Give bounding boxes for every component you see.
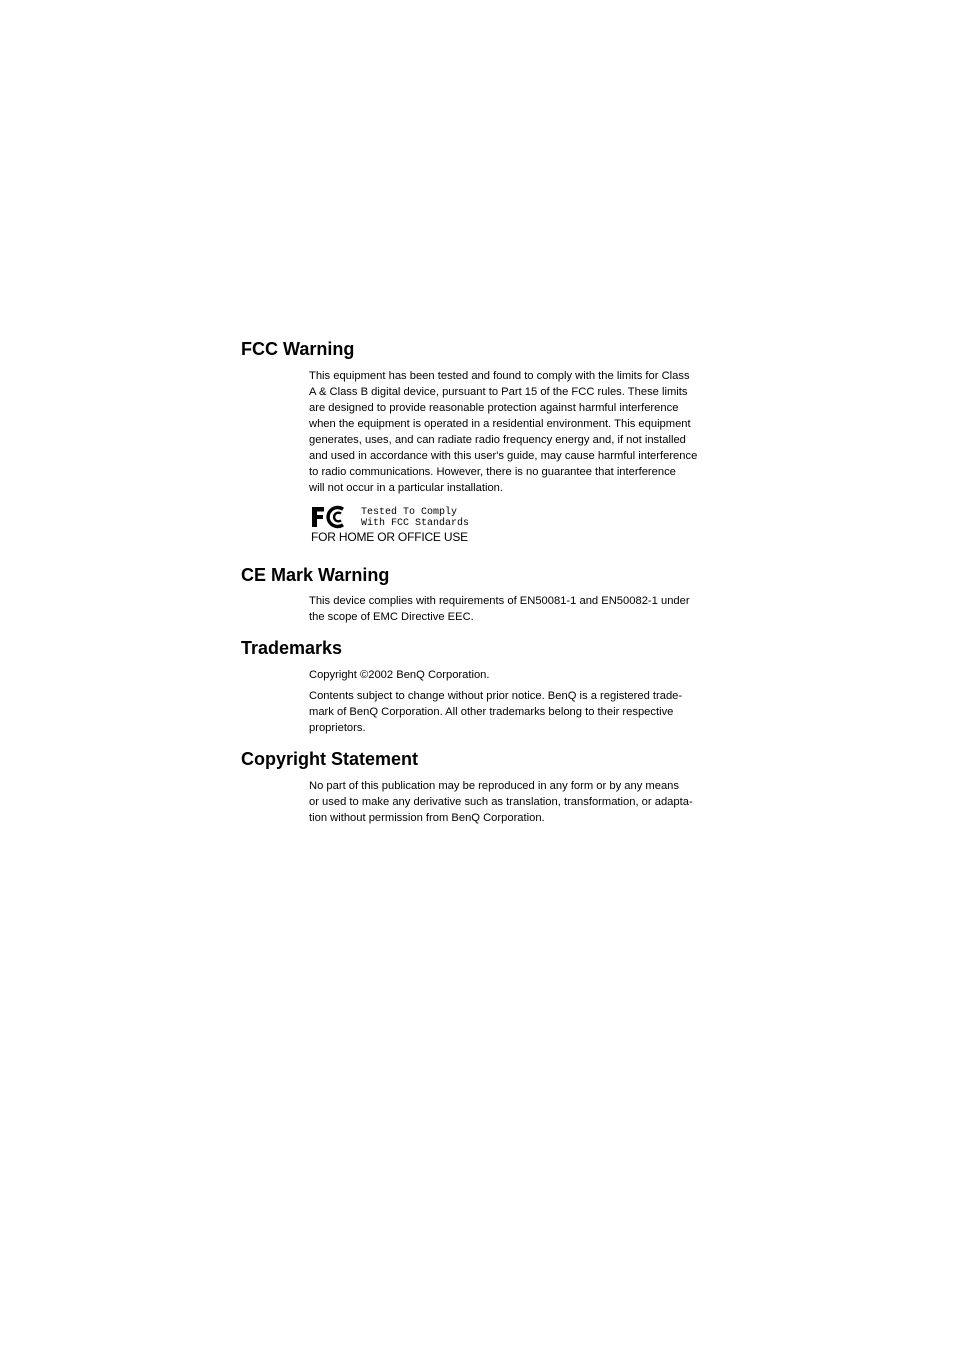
ce-mark-paragraph: This device complies with requirements of EN50081-1 and EN50082-1 under the scope of EMC Directive EEC. xyxy=(309,595,690,623)
fcc-logo-line-1: Tested To Comply xyxy=(361,507,458,518)
fcc-mark-icon xyxy=(311,505,347,529)
trademarks-paragraph: Contents subject to change without prior notice. BenQ is a registered trade- mark of BenQ Corporation. All other trademarks belong to their respective proprietors. xyxy=(309,690,683,734)
fcc-warning-paragraph: This equipment has been tested and found to comply with the limits for Class A & Class B digital device, pursuant to Part 15 of the FCC rules. These limits are designed to provide reasonable protection against harmful interference when the equipment is operated in a residential environment. This equipment generates, uses, and can radiate radio frequency energy and, if not installed and used in accordance with this user's guide, may cause harmful interference to radio communications. However, there is no guarantee that interference will not occur in a particular installation. xyxy=(309,370,698,494)
section-heading-fcc-warning: FCC Warning xyxy=(241,339,355,359)
fcc-logo-line-2: With FCC Standards xyxy=(361,518,470,529)
section-heading-trademarks: Trademarks xyxy=(241,638,343,658)
section-heading-ce-mark-warning: CE Mark Warning xyxy=(241,565,390,585)
trademarks-copyright-line: Copyright ©2002 BenQ Corporation. xyxy=(309,669,490,681)
fcc-compliance-logo xyxy=(311,505,487,545)
fcc-logo-line-3: FOR HOME OR OFFICE USE xyxy=(311,530,468,544)
copyright-statement-paragraph: No part of this publication may be reproduced in any form or by any means or used to make any derivative such as translation, transformation, or adapta- tion without permission from BenQ Corporation. xyxy=(309,780,693,824)
section-heading-copyright-statement: Copyright Statement xyxy=(241,749,419,769)
